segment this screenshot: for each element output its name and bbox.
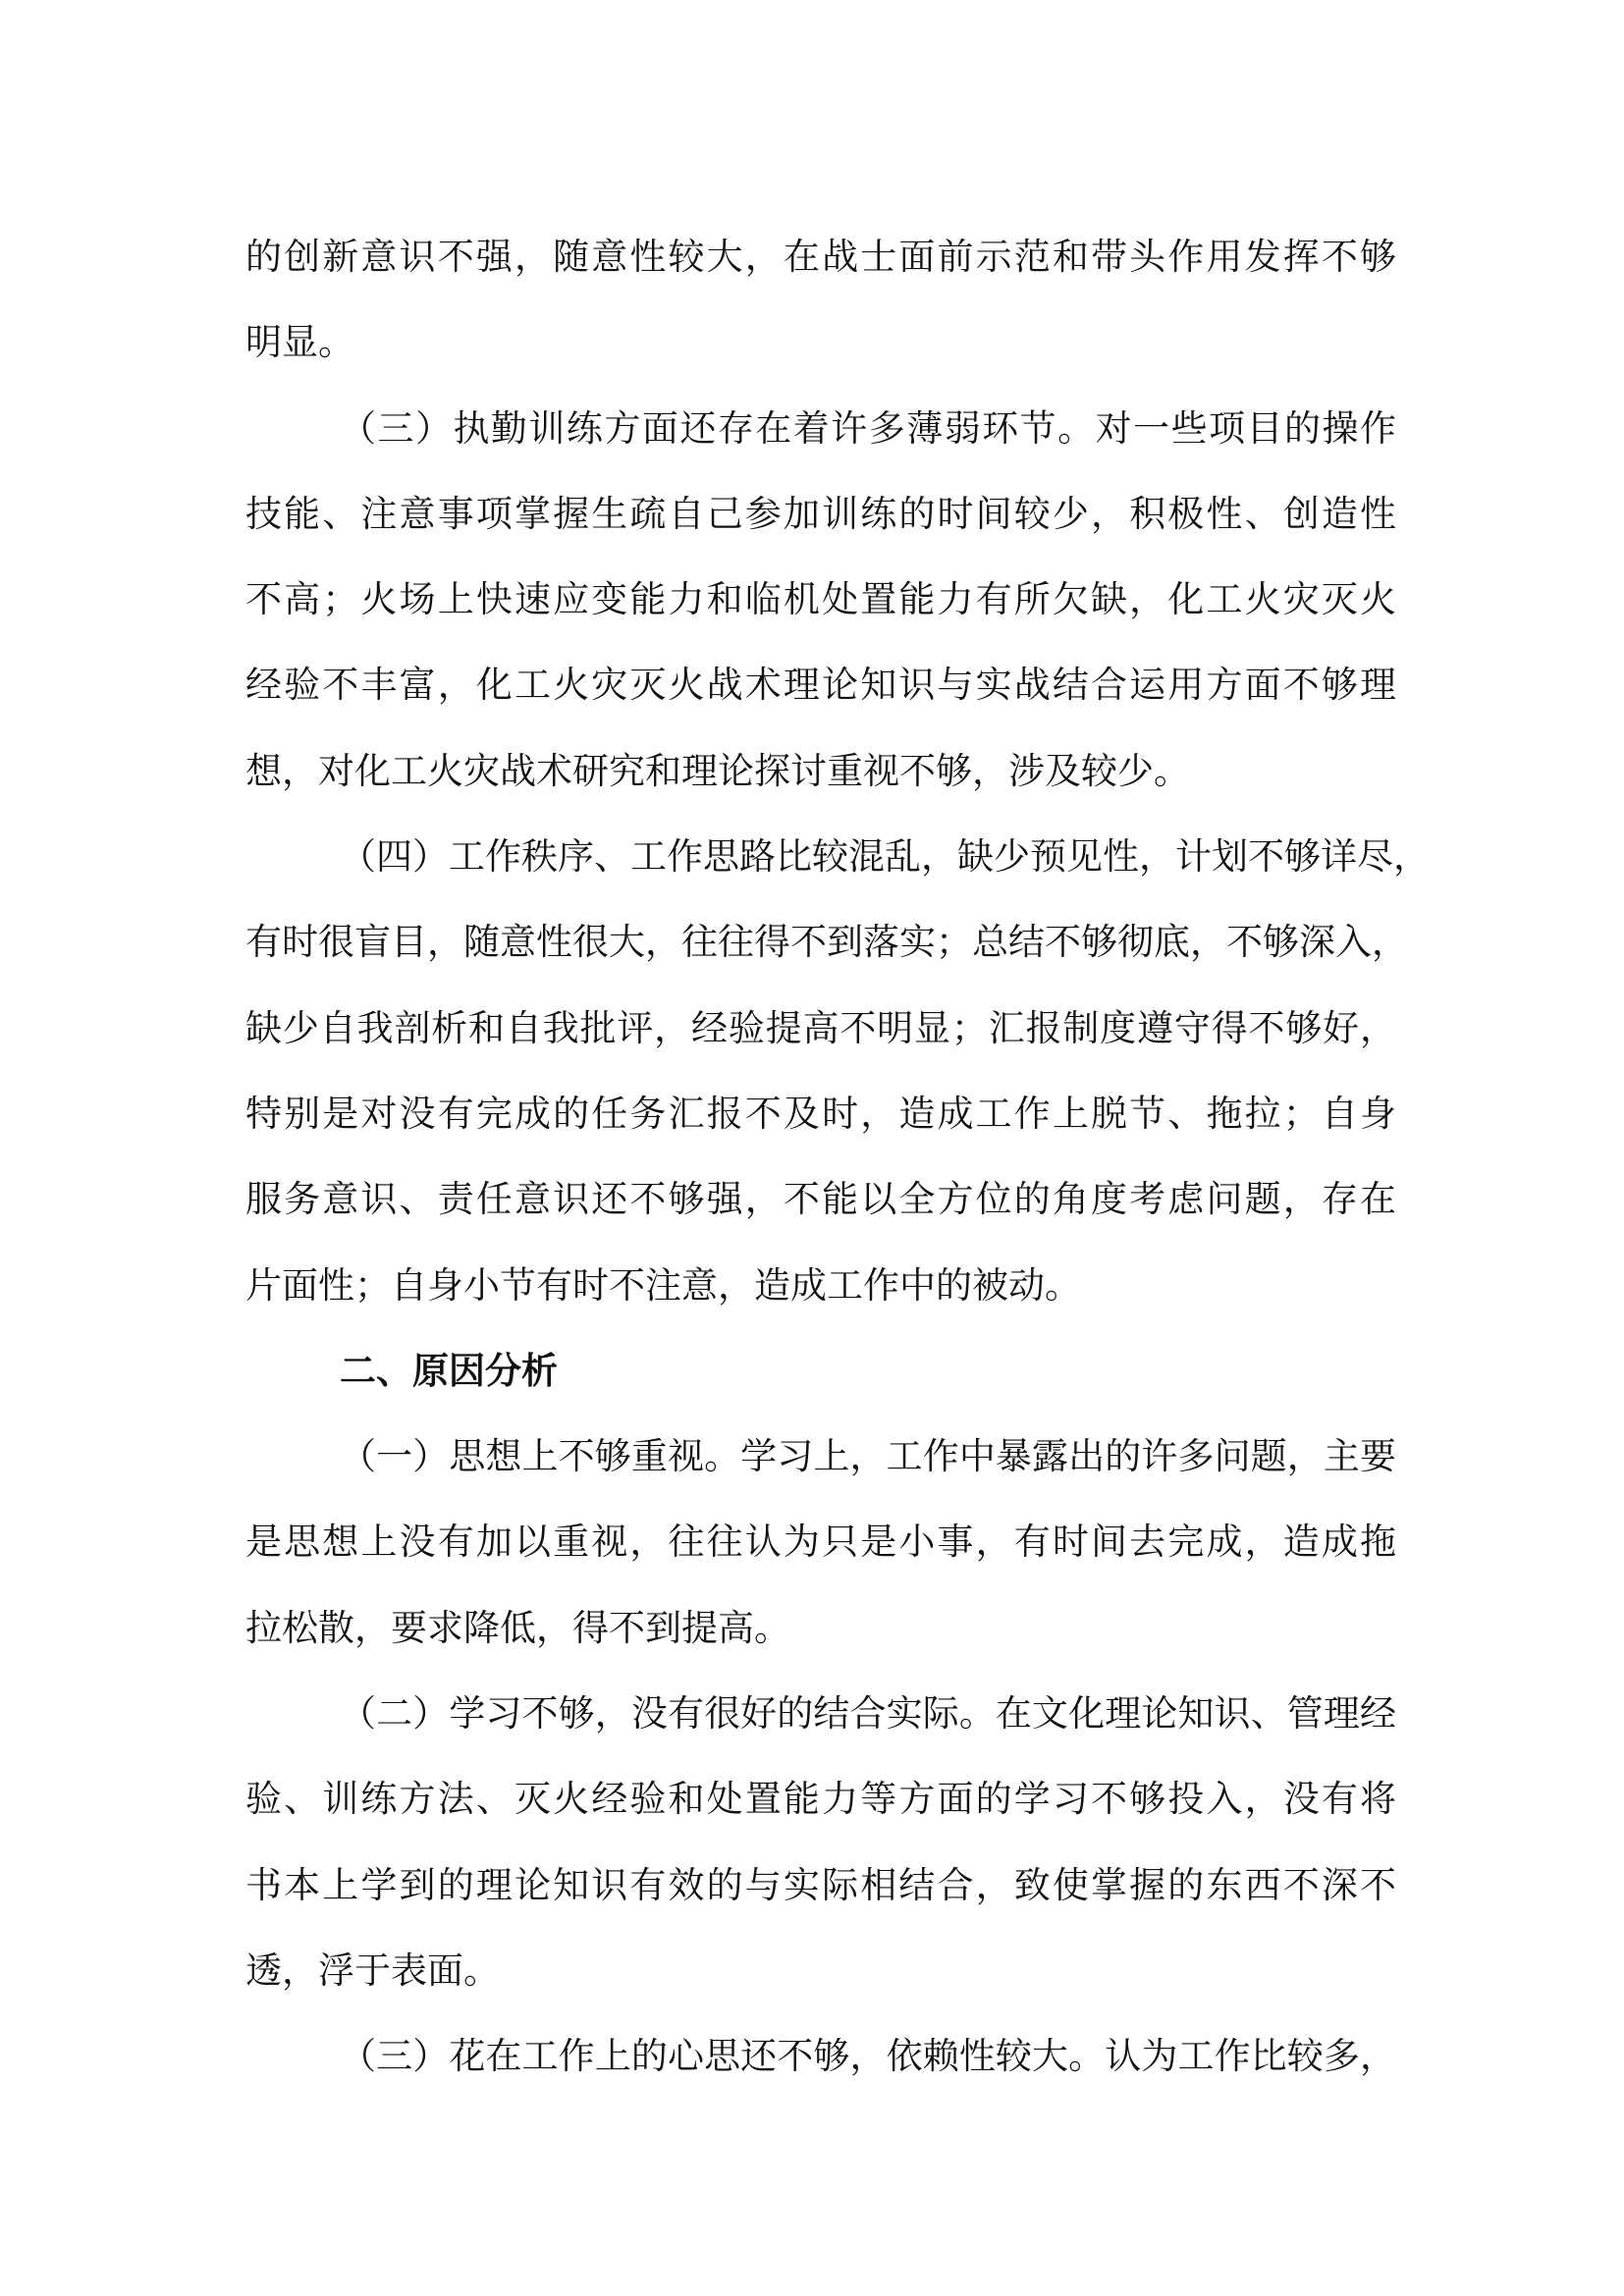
text-line: 有时很盲目，随意性很大，往往得不到落实；总结不够彻底，不够深入， bbox=[245, 921, 1408, 964]
text-line: 缺少自我剖析和自我批评，经验提高不明显；汇报制度遵守得不够好， bbox=[245, 1006, 1396, 1049]
text-line: 技能、注意事项掌握生疏自己参加训练的时间较少，积极性、创造性 bbox=[245, 492, 1396, 535]
paragraph-insufficient-attention bbox=[245, 1414, 1396, 1671]
text-line: 是思想上没有加以重视，往往认为只是小事，有时间去完成，造成拖 bbox=[245, 1521, 1396, 1564]
paragraph-training-weakness bbox=[245, 386, 1396, 814]
text-line: 不高；火场上快速应变能力和临机处置能力有所欠缺，化工火灾灭火 bbox=[245, 578, 1396, 621]
paragraph-insufficient-study bbox=[245, 1671, 1396, 2013]
document-page bbox=[245, 214, 1430, 2100]
text-line: 透，浮于表面。 bbox=[245, 1949, 500, 1992]
text-line: （一）思想上不够重视。学习上，工作中暴露出的许多问题，主要 bbox=[340, 1435, 1396, 1478]
text-line: （三）花在工作上的心思还不够，依赖性较大。认为工作比较多， bbox=[340, 2035, 1396, 2078]
text-line: 书本上学到的理论知识有效的与实际相结合，致使掌握的东西不深不 bbox=[245, 1863, 1396, 1906]
text-line: 验、训练方法、灭火经验和处置能力等方面的学习不够投入，没有将 bbox=[245, 1778, 1396, 1821]
text-line: （四）工作秩序、工作思路比较混乱，缺少预见性，计划不够详尽， bbox=[340, 835, 1430, 879]
text-line: 的创新意识不强，随意性较大，在战士面前示范和带头作用发挥不够 bbox=[245, 236, 1396, 278]
text-line: 明显。 bbox=[245, 321, 354, 364]
section-heading: 二、原因分析 bbox=[340, 1349, 558, 1392]
paragraph-work-order bbox=[245, 814, 1430, 1328]
paragraph-insufficient-effort bbox=[245, 2013, 1396, 2099]
text-line: （三）执勤训练方面还存在着许多薄弱环节。对一些项目的操作 bbox=[340, 406, 1396, 450]
text-line: 片面性；自身小节有时不注意，造成工作中的被动。 bbox=[245, 1263, 1081, 1307]
text-line: 拉松散，要求降低，得不到提高。 bbox=[245, 1606, 790, 1649]
text-line: 经验不丰富，化工火灾灭火战术理论知识与实战结合运用方面不够理 bbox=[245, 664, 1396, 707]
text-line: 想，对化工火灾战术研究和理论探讨重视不够，涉及较少。 bbox=[245, 749, 1190, 792]
text-line: 特别是对没有完成的任务汇报不及时，造成工作上脱节、拖拉；自身 bbox=[245, 1092, 1396, 1135]
text-line: 服务意识、责任意识还不够强，不能以全方位的角度考虑问题，存在 bbox=[245, 1178, 1396, 1221]
text-line: （二）学习不够，没有很好的结合实际。在文化理论知识、管理经 bbox=[340, 1692, 1396, 1735]
paragraph-continuation bbox=[245, 214, 1396, 386]
section-heading-cause-analysis bbox=[245, 1328, 1396, 1414]
